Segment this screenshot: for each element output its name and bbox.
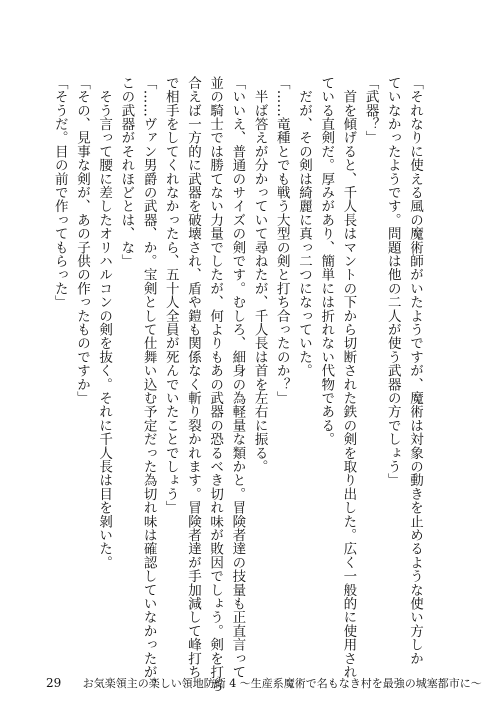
text-line: 半ば答えが分かっていて尋ねたが、千人長は首を左右に振る。 bbox=[251, 76, 268, 474]
text-line: 「……ヴァン男爵の武器、か。宝剣として仕舞い込む予定だった為切れ味は確認していなかったが、 bbox=[140, 76, 157, 693]
text-line: で相手をしてくれなかったら、五十人全員が死んでいたことでしょう」 bbox=[162, 76, 179, 515]
text-line: 合えば一方的に武器を破壊され、盾や鎧も関係なく斬り裂かれます。冒険者達が手加減して峰打ち bbox=[184, 76, 201, 679]
text-line: 「それなりに使える風の魔術師がいたようですが、魔術は対象の動きを止めるような使い方しか bbox=[407, 76, 423, 666]
text-line: そう言って腰に差したオリハルコンの剣を抜く。それに千人長は目を剝いた。 bbox=[96, 76, 113, 570]
page-footer bbox=[46, 675, 482, 691]
text-line: 「……竜種とでも戦う大型の剣と打ち合ったのか？」 bbox=[273, 76, 290, 405]
book-title: お気楽領主の楽しい領地防衛 4 ～生産系魔術で名もなき村を最強の城塞都市に～ bbox=[82, 677, 482, 690]
text-line: 「いいえ、普通のサイズの剣です。むしろ、細身の為軽量な類かと。冒険者達の技量も正直言って bbox=[229, 76, 246, 679]
page-number: 29 bbox=[46, 676, 62, 690]
text-line: ている直剣だ。厚みがあり、簡単には折れない代物である。 bbox=[318, 76, 335, 446]
text-line: 「武器？」 bbox=[362, 76, 379, 145]
text-line: この武器がそれほどとは、な」 bbox=[118, 76, 135, 268]
text-line: ていなかったようです。問題は他の二人が使う武器の方でしょう」 bbox=[384, 76, 401, 487]
text-line: 首を傾げると、千人長はマントの下から切断された鉄の剣を取り出した。広く一般的に使用され bbox=[340, 76, 357, 679]
text-line: 「その、見事な剣が、あの子供の作ったものですか」 bbox=[73, 76, 90, 405]
text-line: 「そうだ。目の前で作ってもらった」 bbox=[51, 76, 68, 309]
text-line: 並の騎士では勝てない力量でしたが、何よりもあの武器の恐るべき切れ味が敗因でしょう。剣を打ち bbox=[207, 76, 224, 693]
text-line: だが、その剣は綺麗に真っ二つになっていた。 bbox=[295, 76, 312, 378]
